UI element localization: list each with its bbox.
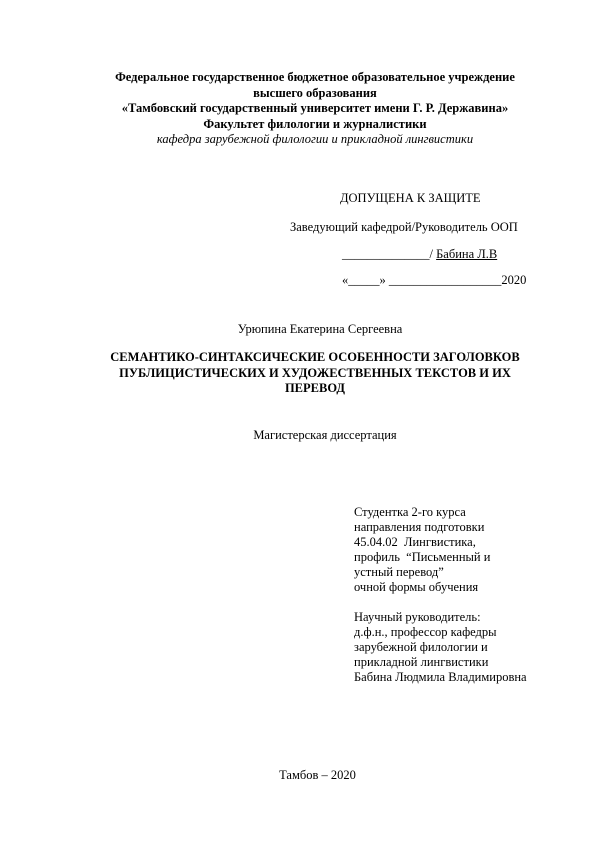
approval-position: Заведующий кафедрой/Руководитель ООП [290, 220, 518, 234]
supervisor-line: Бабина Людмила Владимировна [354, 670, 527, 684]
thesis-title [60, 350, 570, 397]
supervisor-line: д.ф.н., профессор кафедры [354, 625, 497, 639]
student-info-block [354, 505, 574, 685]
approval-date: «_____» __________________2020 [342, 273, 527, 287]
thesis-title-line-3: ПЕРЕВОД [284, 381, 346, 395]
student-line: устный перевод” [354, 565, 444, 579]
faculty-name: Факультет филологии и журналистики [203, 116, 427, 131]
education-level: высшего образования [253, 85, 377, 100]
student-line: направления подготовки [354, 520, 485, 534]
spacer [354, 595, 574, 610]
signature-blank: ______________/ [342, 247, 437, 261]
thesis-title-line-1: СЕМАНТИКО-СИНТАКСИЧЕСКИЕ ОСОБЕННОСТИ ЗАГОЛОВКОВ [110, 350, 520, 364]
student-line: 45.04.02 Лингвистика, [354, 535, 476, 549]
supervisor-line: прикладной лингвистики [354, 655, 489, 669]
department-name: кафедра зарубежной филологии и прикладной лингвистики [156, 132, 474, 146]
supervisor-line: зарубежной филологии и [354, 640, 488, 654]
city-year: Тамбов – 2020 [279, 768, 356, 782]
student-line: Студентка 2-го курса [354, 505, 466, 519]
institution-type: Федеральное государственное бюджетное образовательное учреждение [115, 70, 515, 84]
thesis-title-line-2: ПУБЛИЦИСТИЧЕСКИХ И ХУДОЖЕСТВЕННЫХ ТЕКСТОВ И ИХ [119, 365, 511, 380]
thesis-type: Магистерская диссертация [253, 428, 397, 442]
signature-name: Бабина Л.В [436, 247, 498, 261]
student-line: очной формы обучения [354, 580, 479, 594]
approval-signature [342, 247, 497, 262]
institution-header [60, 70, 570, 148]
author-name: Урюпина Екатерина Сергеевна [237, 322, 403, 336]
university-name: «Тамбовский государственный университет имени Г. Р. Державина» [121, 101, 509, 115]
student-line: профиль “Письменный и [354, 550, 491, 564]
approval-title: ДОПУЩЕНА К ЗАЩИТЕ [340, 191, 481, 205]
supervisor-line: Научный руководитель: [354, 610, 481, 624]
